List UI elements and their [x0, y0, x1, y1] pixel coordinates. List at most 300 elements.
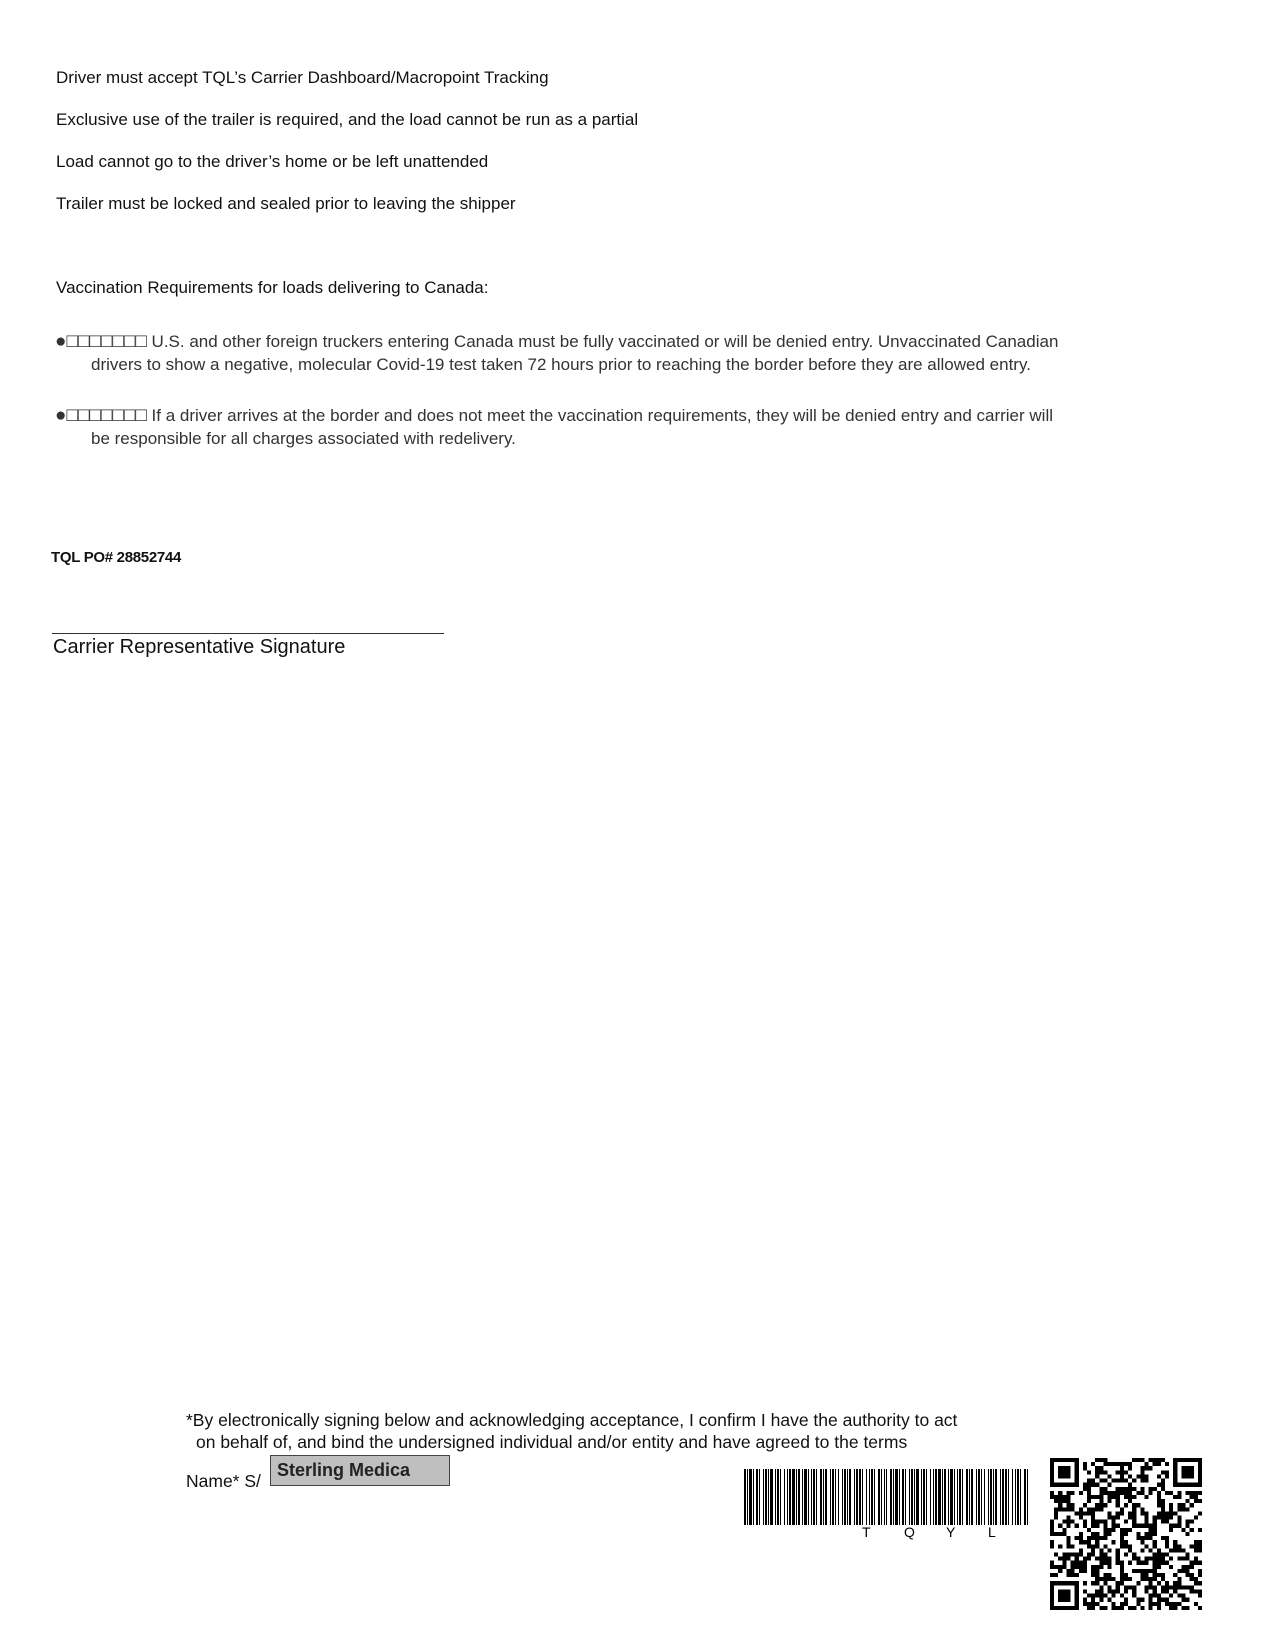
qr-module [1050, 1598, 1054, 1602]
barcode-bar [1020, 1469, 1021, 1525]
qr-module [1112, 1528, 1116, 1532]
qr-module [1140, 1606, 1144, 1610]
qr-module [1161, 1507, 1165, 1511]
barcode-bar [744, 1469, 746, 1525]
barcode-bar [902, 1469, 904, 1525]
qr-module [1058, 1606, 1062, 1610]
barcode-bar [1005, 1469, 1007, 1525]
qr-module [1099, 1479, 1103, 1483]
qr-module [1153, 1487, 1157, 1491]
qr-module [1075, 1598, 1079, 1602]
qr-module [1083, 1569, 1087, 1573]
qr-module [1112, 1594, 1116, 1598]
barcode-bar [756, 1469, 758, 1525]
qr-module [1161, 1483, 1165, 1487]
qr-module [1108, 1495, 1112, 1499]
qr-module [1108, 1577, 1112, 1581]
qr-module [1144, 1511, 1148, 1515]
qr-module [1120, 1544, 1124, 1548]
qr-module [1173, 1470, 1177, 1474]
qr-module [1153, 1462, 1157, 1466]
qr-module [1087, 1479, 1091, 1483]
qr-module [1165, 1561, 1169, 1565]
qr-module [1066, 1598, 1070, 1602]
qr-module [1165, 1544, 1169, 1548]
qr-module [1112, 1540, 1116, 1544]
qr-module [1132, 1495, 1136, 1499]
qr-module [1198, 1569, 1202, 1573]
qr-module [1190, 1573, 1194, 1577]
qr-module [1116, 1552, 1120, 1556]
qr-module [1103, 1520, 1107, 1524]
barcode-bar [914, 1469, 915, 1525]
qr-module [1136, 1532, 1140, 1536]
qr-module [1083, 1565, 1087, 1569]
qr-module [1153, 1585, 1157, 1589]
qr-module [1099, 1520, 1103, 1524]
barcode-bar [895, 1469, 898, 1525]
qr-module [1186, 1565, 1190, 1569]
qr-module [1095, 1532, 1099, 1536]
qr-module [1194, 1540, 1198, 1544]
qr-module [1087, 1557, 1091, 1561]
qr-module [1165, 1536, 1169, 1540]
qr-module [1087, 1552, 1091, 1556]
qr-module [1099, 1561, 1103, 1565]
qr-module [1140, 1466, 1144, 1470]
qr-module [1103, 1462, 1107, 1466]
barcode-bar [862, 1469, 863, 1525]
qr-module [1087, 1495, 1091, 1499]
qr-module [1050, 1474, 1054, 1478]
qr-module [1190, 1466, 1194, 1470]
qr-module [1050, 1479, 1054, 1483]
barcode-bar [916, 1469, 919, 1525]
qr-module [1071, 1606, 1075, 1610]
qr-module [1120, 1540, 1124, 1544]
qr-module [1136, 1581, 1140, 1585]
qr-module [1116, 1557, 1120, 1561]
qr-module [1128, 1491, 1132, 1495]
barcode-bar [804, 1469, 807, 1525]
qr-module [1071, 1458, 1075, 1462]
barcode-bar [878, 1469, 880, 1525]
barcode-bar [942, 1469, 943, 1525]
qr-module [1075, 1479, 1079, 1483]
qr-module [1116, 1499, 1120, 1503]
qr-module [1079, 1516, 1083, 1520]
qr-module [1128, 1495, 1132, 1499]
qr-module [1062, 1507, 1066, 1511]
qr-module [1198, 1528, 1202, 1532]
qr-module [1095, 1520, 1099, 1524]
qr-module [1083, 1581, 1087, 1585]
qr-module [1079, 1532, 1083, 1536]
qr-module [1124, 1532, 1128, 1536]
qr-module [1161, 1573, 1165, 1577]
qr-module [1140, 1479, 1144, 1483]
barcode-bar [802, 1469, 803, 1525]
qr-module [1161, 1520, 1165, 1524]
qr-module [1186, 1491, 1190, 1495]
qr-module [1066, 1470, 1070, 1474]
barcode-bar [1017, 1469, 1019, 1525]
name-value: Sterling Medica [277, 1460, 411, 1480]
qr-module [1079, 1491, 1083, 1495]
barcode-bar [768, 1469, 769, 1525]
qr-module [1058, 1524, 1062, 1528]
barcode-bar [811, 1469, 812, 1525]
qr-module [1062, 1589, 1066, 1593]
qr-module [1075, 1594, 1079, 1598]
barcode-bar [930, 1469, 931, 1525]
qr-module [1165, 1511, 1169, 1515]
qr-module [1108, 1491, 1112, 1495]
qr-module [1173, 1581, 1177, 1585]
qr-module [1103, 1606, 1107, 1610]
qr-module [1173, 1544, 1177, 1548]
signature-label: Carrier Representative Signature [53, 636, 346, 658]
qr-module [1103, 1536, 1107, 1540]
qr-module [1144, 1536, 1148, 1540]
qr-module [1140, 1569, 1144, 1573]
qr-module [1116, 1470, 1120, 1474]
qr-module [1153, 1524, 1157, 1528]
qr-module [1157, 1594, 1161, 1598]
qr-module [1149, 1536, 1153, 1540]
acknowledgement-line-1: *By electronically signing below and acknowledging acceptance, I confirm I have the authority to act [186, 1410, 958, 1430]
qr-module [1177, 1585, 1181, 1589]
qr-module [1177, 1544, 1181, 1548]
qr-module [1128, 1585, 1132, 1589]
qr-module [1054, 1507, 1058, 1511]
qr-module [1177, 1594, 1181, 1598]
qr-module [1190, 1565, 1194, 1569]
qr-module [1198, 1548, 1202, 1552]
qr-module [1149, 1581, 1153, 1585]
qr-module [1140, 1548, 1144, 1552]
barcode-bar [1024, 1469, 1026, 1525]
qr-module [1161, 1589, 1165, 1593]
qr-module [1083, 1483, 1087, 1487]
qr-module [1165, 1585, 1169, 1589]
qr-module [1144, 1585, 1148, 1589]
qr-module [1099, 1585, 1103, 1589]
qr-module [1149, 1602, 1153, 1606]
qr-module [1062, 1483, 1066, 1487]
qr-module [1136, 1503, 1140, 1507]
qr-module [1058, 1474, 1062, 1478]
qr-module [1062, 1581, 1066, 1585]
qr-module [1194, 1499, 1198, 1503]
qr-module [1169, 1491, 1173, 1495]
qr-module [1181, 1565, 1185, 1569]
qr-module [1169, 1516, 1173, 1520]
vaccination-item-text: U.S. and other foreign truckers entering Canada must be fully vaccinated or will be denied entry. Unvaccinated Canadian [151, 332, 1059, 351]
qr-module [1075, 1561, 1079, 1565]
qr-module [1095, 1483, 1099, 1487]
qr-module [1194, 1548, 1198, 1552]
qr-module [1050, 1602, 1054, 1606]
qr-module [1075, 1458, 1079, 1462]
qr-module [1112, 1602, 1116, 1606]
qr-module [1095, 1544, 1099, 1548]
qr-module [1116, 1511, 1120, 1515]
qr-module [1124, 1573, 1128, 1577]
qr-module [1157, 1458, 1161, 1462]
qr-module [1066, 1557, 1070, 1561]
qr-module [1099, 1589, 1103, 1593]
qr-module [1144, 1573, 1148, 1577]
qr-module [1120, 1466, 1124, 1470]
qr-module [1087, 1491, 1091, 1495]
qr-module [1169, 1565, 1173, 1569]
barcode-char: Y [946, 1524, 956, 1540]
vaccination-item-text: If a driver arrives at the border and does not meet the vaccination requirements, they will be denied entry and carrier will [151, 406, 1054, 425]
qr-module [1190, 1470, 1194, 1474]
qr-module [1136, 1569, 1140, 1573]
qr-module [1124, 1528, 1128, 1532]
qr-module [1149, 1569, 1153, 1573]
qr-module [1124, 1479, 1128, 1483]
qr-module [1198, 1540, 1202, 1544]
qr-module [1099, 1499, 1103, 1503]
qr-module [1194, 1544, 1198, 1548]
qr-module [1091, 1606, 1095, 1610]
qr-module [1062, 1557, 1066, 1561]
qr-module [1144, 1520, 1148, 1524]
barcode-bar [770, 1469, 773, 1525]
qr-module [1161, 1511, 1165, 1515]
qr-module [1132, 1552, 1136, 1556]
qr-module [1169, 1524, 1173, 1528]
qr-module [1066, 1499, 1070, 1503]
barcode-bar [890, 1469, 892, 1525]
qr-module [1149, 1532, 1153, 1536]
qr-module [1140, 1598, 1144, 1602]
qr-module [1083, 1557, 1087, 1561]
qr-module [1169, 1594, 1173, 1598]
qr-module [1108, 1598, 1112, 1602]
qr-module [1066, 1589, 1070, 1593]
qr-module [1177, 1516, 1181, 1520]
qr-module [1165, 1516, 1169, 1520]
qr-module [1124, 1585, 1128, 1589]
qr-module [1124, 1589, 1128, 1593]
barcode-bar [938, 1469, 941, 1525]
qr-module [1173, 1606, 1177, 1610]
qr-module [1062, 1598, 1066, 1602]
qr-module [1054, 1511, 1058, 1515]
qr-module [1079, 1536, 1083, 1540]
qr-module [1186, 1585, 1190, 1589]
qr-module [1075, 1565, 1079, 1569]
qr-module [1071, 1483, 1075, 1487]
qr-module [1144, 1577, 1148, 1581]
barcode-bar [847, 1469, 848, 1525]
qr-module [1091, 1602, 1095, 1606]
qr-module [1066, 1520, 1070, 1524]
qr-module [1075, 1581, 1079, 1585]
qr-module [1079, 1548, 1083, 1552]
qr-module [1103, 1532, 1107, 1536]
qr-module [1177, 1557, 1181, 1561]
barcode-bar [978, 1469, 980, 1525]
qr-module [1194, 1602, 1198, 1606]
qr-module [1144, 1516, 1148, 1520]
qr-module [1116, 1495, 1120, 1499]
qr-module [1066, 1540, 1070, 1544]
qr-module [1161, 1536, 1165, 1540]
barcode-bar [816, 1469, 817, 1525]
qr-module [1108, 1557, 1112, 1561]
qr-module [1050, 1520, 1054, 1524]
qr-module [1124, 1520, 1128, 1524]
barcode-bar [926, 1469, 927, 1525]
barcode-bar [935, 1469, 937, 1525]
qr-module [1194, 1516, 1198, 1520]
qr-module [1140, 1511, 1144, 1515]
qr-module [1136, 1602, 1140, 1606]
requirement-locked-sealed: Trailer must be locked and sealed prior to leaving the shipper [56, 194, 516, 213]
qr-module [1173, 1573, 1177, 1577]
qr-module [1054, 1565, 1058, 1569]
qr-module [1132, 1594, 1136, 1598]
qr-module [1091, 1462, 1095, 1466]
qr-module [1149, 1458, 1153, 1462]
qr-module [1140, 1540, 1144, 1544]
barcode-bar [784, 1469, 785, 1525]
qr-module [1153, 1520, 1157, 1524]
qr-module [1128, 1466, 1132, 1470]
qr-module [1108, 1499, 1112, 1503]
qr-module [1091, 1594, 1095, 1598]
qr-module [1198, 1589, 1202, 1593]
qr-module [1186, 1507, 1190, 1511]
qr-module [1099, 1606, 1103, 1610]
qr-module [1095, 1470, 1099, 1474]
barcode-bar [842, 1469, 843, 1525]
acknowledgement-text [186, 1409, 957, 1453]
qr-module [1050, 1606, 1054, 1610]
qr-module [1116, 1589, 1120, 1593]
barcode-bar [966, 1469, 968, 1525]
qr-module [1095, 1557, 1099, 1561]
qr-module [1058, 1589, 1062, 1593]
barcode-bar [780, 1469, 781, 1525]
qr-module [1132, 1589, 1136, 1593]
qr-module [1075, 1483, 1079, 1487]
qr-module [1190, 1474, 1194, 1478]
qr-module [1132, 1511, 1136, 1515]
qr-module [1066, 1483, 1070, 1487]
qr-module [1161, 1458, 1165, 1462]
qr-module [1050, 1585, 1054, 1589]
qr-module [1132, 1569, 1136, 1573]
qr-module [1108, 1511, 1112, 1515]
qr-module [1181, 1507, 1185, 1511]
qr-module [1136, 1524, 1140, 1528]
qr-module [1153, 1573, 1157, 1577]
barcode-bar [798, 1469, 800, 1525]
barcode-bar [763, 1469, 764, 1525]
qr-module [1149, 1577, 1153, 1581]
qr-code [1050, 1458, 1202, 1610]
qr-module [1177, 1581, 1181, 1585]
qr-module [1099, 1470, 1103, 1474]
qr-module [1149, 1466, 1153, 1470]
qr-module [1194, 1557, 1198, 1561]
qr-module [1087, 1511, 1091, 1515]
qr-module [1132, 1479, 1136, 1483]
qr-module [1071, 1491, 1075, 1495]
qr-module [1108, 1528, 1112, 1532]
qr-module [1050, 1573, 1054, 1577]
qr-module [1190, 1458, 1194, 1462]
qr-module [1157, 1516, 1161, 1520]
qr-module [1124, 1495, 1128, 1499]
qr-module [1058, 1569, 1062, 1573]
qr-module [1095, 1495, 1099, 1499]
qr-module [1091, 1532, 1095, 1536]
qr-module [1149, 1606, 1153, 1610]
name-field[interactable] [270, 1455, 450, 1486]
qr-module [1075, 1552, 1079, 1556]
qr-module [1091, 1520, 1095, 1524]
qr-module [1153, 1589, 1157, 1593]
qr-module [1140, 1524, 1144, 1528]
qr-module [1066, 1491, 1070, 1495]
qr-module [1165, 1602, 1169, 1606]
qr-module [1177, 1524, 1181, 1528]
qr-module [1095, 1458, 1099, 1462]
qr-module [1050, 1462, 1054, 1466]
qr-module [1108, 1589, 1112, 1593]
qr-module [1157, 1474, 1161, 1478]
qr-module [1169, 1507, 1173, 1511]
qr-module [1083, 1520, 1087, 1524]
qr-module [1058, 1557, 1062, 1561]
qr-module [1128, 1548, 1132, 1552]
barcode-bar [866, 1469, 867, 1525]
qr-module [1198, 1511, 1202, 1515]
qr-module [1186, 1466, 1190, 1470]
qr-module [1050, 1458, 1054, 1462]
qr-module [1054, 1606, 1058, 1610]
qr-module [1157, 1598, 1161, 1602]
qr-module [1050, 1589, 1054, 1593]
qr-module [1058, 1491, 1062, 1495]
qr-module [1153, 1516, 1157, 1520]
barcode-bar [990, 1469, 992, 1525]
qr-module [1108, 1565, 1112, 1569]
qr-module [1103, 1577, 1107, 1581]
qr-module [1144, 1474, 1148, 1478]
qr-module [1144, 1524, 1148, 1528]
qr-module [1103, 1487, 1107, 1491]
qr-module [1144, 1532, 1148, 1536]
barcode-bar [765, 1469, 767, 1525]
qr-module [1116, 1479, 1120, 1483]
barcode-bar [948, 1469, 949, 1525]
qr-module [1128, 1474, 1132, 1478]
qr-module [1190, 1561, 1194, 1565]
qr-module [1198, 1470, 1202, 1474]
qr-module [1157, 1495, 1161, 1499]
barcode-bar [1000, 1469, 1001, 1525]
barcode-bar [753, 1469, 754, 1525]
qr-module [1181, 1598, 1185, 1602]
